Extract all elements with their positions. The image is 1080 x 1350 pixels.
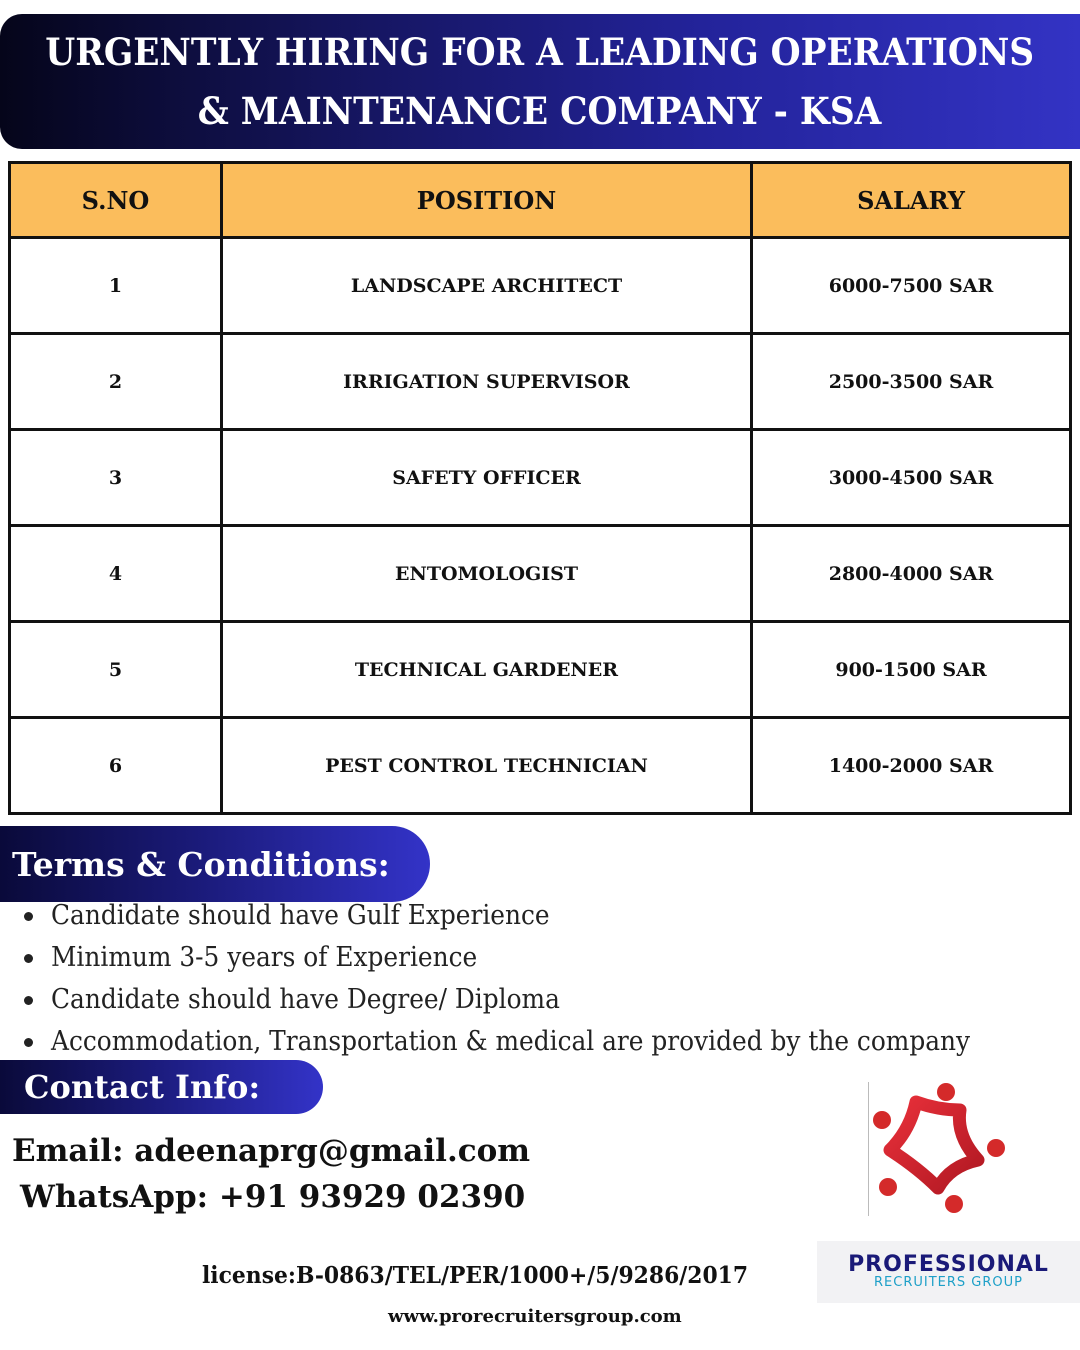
- headline-line-1: URGENTLY HIRING FOR A LEADING OPERATIONS: [45, 29, 1035, 74]
- cell-salary: 3000-4500 SAR: [752, 430, 1071, 526]
- cell-position: ENTOMOLOGIST: [222, 526, 752, 622]
- table-row: [10, 526, 1071, 622]
- list-item: Candidate should have Degree/ Diploma: [24, 979, 1050, 1021]
- cell-position: SAFETY OFFICER: [222, 430, 752, 526]
- bullet-icon: [24, 996, 33, 1005]
- contact-heading: Contact Info:: [0, 1060, 323, 1114]
- headline-line-2: & MAINTENANCE COMPANY - KSA: [198, 88, 882, 133]
- table-row: [10, 238, 1071, 334]
- website-link[interactable]: www.prorecruitersgroup.com: [388, 1306, 682, 1327]
- jobs-table: [8, 161, 1072, 815]
- table-row: [10, 718, 1071, 814]
- cell-sno: 3: [10, 430, 222, 526]
- cell-salary: 900-1500 SAR: [752, 622, 1071, 718]
- cell-position: PEST CONTROL TECHNICIAN: [222, 718, 752, 814]
- cell-position: TECHNICAL GARDENER: [222, 622, 752, 718]
- cell-position: IRRIGATION SUPERVISOR: [222, 334, 752, 430]
- list-item: Minimum 3-5 years of Experience: [24, 937, 1050, 979]
- column-header-position: POSITION: [222, 163, 752, 238]
- cell-salary: 1400-2000 SAR: [752, 718, 1071, 814]
- header-banner: [0, 14, 1080, 149]
- column-header-sno: S.NO: [10, 163, 222, 238]
- cell-salary: 2800-4000 SAR: [752, 526, 1071, 622]
- terms-heading: Terms & Conditions:: [0, 826, 430, 902]
- cell-salary: 6000-7500 SAR: [752, 238, 1071, 334]
- bullet-icon: [24, 954, 33, 963]
- table-row: [10, 334, 1071, 430]
- column-header-salary: SALARY: [752, 163, 1071, 238]
- license-number: license:B-0863/TEL/PER/1000+/5/9286/2017: [202, 1262, 749, 1289]
- bullet-icon: [24, 1038, 33, 1047]
- brand-name-line-1: PROFESSIONAL: [848, 1252, 1049, 1278]
- brand-wordmark: [817, 1241, 1080, 1303]
- cell-sno: 1: [10, 238, 222, 334]
- table-row: [10, 622, 1071, 718]
- cell-sno: 4: [10, 526, 222, 622]
- list-item: Accommodation, Transportation & medical are provided by the company: [24, 1021, 1050, 1063]
- contact-whatsapp[interactable]: WhatsApp: +91 93929 02390: [20, 1179, 526, 1215]
- table-row: [10, 430, 1071, 526]
- table-header-row: [10, 163, 1071, 238]
- cell-salary: 2500-3500 SAR: [752, 334, 1071, 430]
- cell-position: LANDSCAPE ARCHITECT: [222, 238, 752, 334]
- cell-sno: 6: [10, 718, 222, 814]
- contact-email[interactable]: Email: adeenaprg@gmail.com: [12, 1133, 531, 1169]
- list-item: Candidate should have Gulf Experience: [24, 895, 1050, 937]
- cell-sno: 2: [10, 334, 222, 430]
- cell-sno: 5: [10, 622, 222, 718]
- red-star-people-logo-icon: [868, 1080, 1018, 1220]
- terms-list: [24, 895, 1050, 1063]
- brand-name-line-2: RECRUITERS GROUP: [874, 1275, 1023, 1291]
- bullet-icon: [24, 912, 33, 921]
